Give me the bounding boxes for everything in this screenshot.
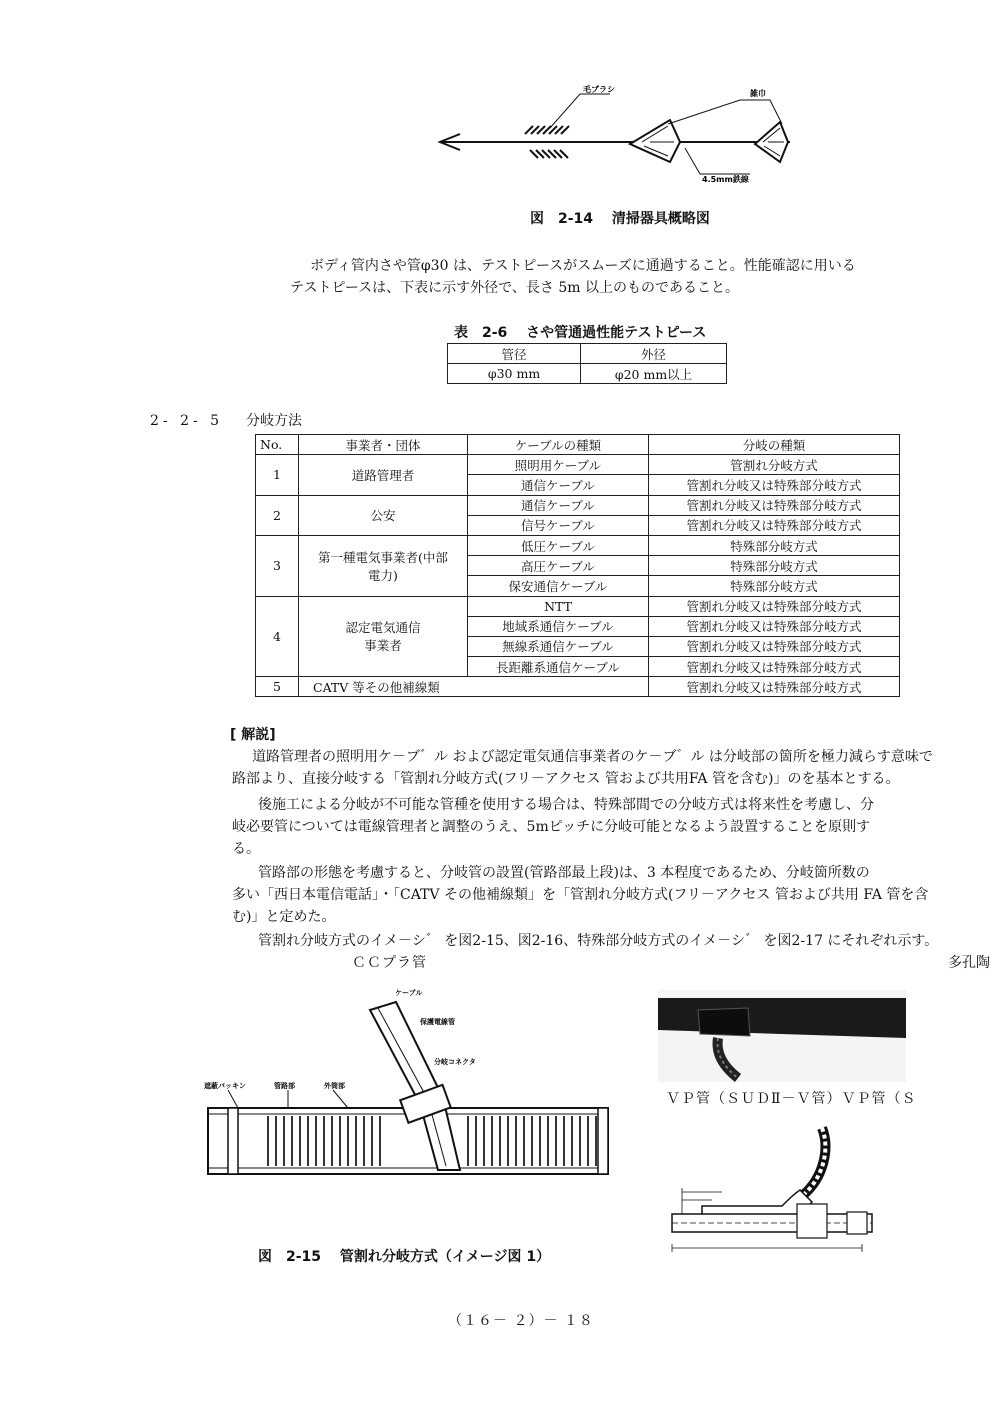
commentary-line: 岐必要管については電線管理者と調整のうえ、5mピッチに分岐可能となるよう設置することを原則す	[232, 819, 871, 835]
header-outer-diameter: 外径	[581, 344, 727, 364]
cable-type-cell: 通信ケーブル	[468, 475, 649, 495]
group-no: 3	[256, 535, 299, 596]
group-no: 2	[256, 495, 299, 535]
cell-outer-diameter: φ20 mm以上	[581, 364, 727, 384]
connector-label: 分岐コネクタ	[434, 1058, 476, 1066]
vp-branch-svg	[662, 1118, 878, 1268]
organization-line: 電力)	[368, 567, 398, 583]
commentary-line: る。	[232, 841, 260, 857]
cable-type-cell: 信号ケーブル	[468, 515, 649, 535]
organization-line: 第一種電気事業者(中部	[318, 549, 448, 565]
commentary-line: 路部より、直接分岐する「管割れ分岐方式(フリ－アクセス 管および共用FA 管を含む)」のを基本とする。	[232, 771, 900, 787]
organization-line: 事業者	[364, 638, 402, 654]
branch-type-cell: 管割れ分岐又は特殊部分岐方式	[649, 616, 900, 636]
section-title: 分岐方法	[246, 413, 302, 429]
figure-2-15-caption: 図 2-15 管割れ分岐方式（イメージ図 1）	[258, 1249, 551, 1265]
group-organization	[299, 596, 468, 677]
vp-pipe-label: ＶＰ管（ＳＵＤⅡ－Ｖ管）ＶＰ管（Ｓ	[666, 1091, 917, 1107]
commentary-line: む)」と定めた。	[232, 909, 336, 925]
group-organization: 道路管理者	[299, 455, 468, 495]
cable-type-cell: 照明用ケーブル	[468, 455, 649, 475]
insulating-pipe-label: 保護電線管	[420, 1018, 455, 1026]
commentary-heading: [ 解説]	[230, 727, 276, 743]
header-organization: 事業者・団体	[299, 435, 468, 455]
commentary-line: 後施工による分岐が不可能な管種を使用する場合は、特殊部間での分岐方式は将来性を考慮し、分	[258, 797, 874, 813]
table-2-6-caption: 表 2-6 さや管通過性能テストピース	[454, 325, 707, 341]
testpiece-paragraph-line1: ボディ管内さや管φ30 は、テストピースがスムーズに通過すること。性能確認に用いる	[310, 258, 856, 274]
table-2-6	[447, 343, 727, 384]
table-row	[256, 596, 900, 616]
packing-label: 遮蔽パッキン	[204, 1082, 246, 1090]
branch-type-cell: 管割れ分岐又は特殊部分岐方式	[649, 515, 900, 535]
branch-type-cell: 管割れ分岐方式	[649, 455, 900, 475]
vp-pipe-photo-drawing	[658, 990, 906, 1082]
group-organization: 公安	[299, 495, 468, 535]
commentary-line: 管路部の形態を考慮すると、分岐管の設置(管路部最上段)は、3 本程度であるため、分岐箇所数の	[258, 865, 870, 881]
outer-part-label: 外筒部	[324, 1082, 345, 1090]
cable-type-cell: 長距離系通信ケーブル	[468, 657, 649, 677]
table-row	[256, 535, 900, 555]
branch-type-cell: 管割れ分岐又は特殊部分岐方式	[649, 475, 900, 495]
wire-label: 4.5mm鉄線	[702, 175, 749, 184]
organization-line: 認定電気通信	[345, 620, 421, 636]
group-organization	[299, 535, 468, 596]
vp-pipe-photo	[658, 990, 906, 1082]
table-row	[256, 677, 900, 697]
cloth-label: 雑巾	[750, 89, 766, 98]
branch-type-cell: 管割れ分岐又は特殊部分岐方式	[649, 677, 900, 697]
cc-pipe-label: ＣＣプラ管	[352, 955, 427, 971]
branch-type-cell: 特殊部分岐方式	[649, 556, 900, 576]
cable-type-cell: NTT	[468, 596, 649, 616]
header-branch-type: 分岐の種類	[649, 435, 900, 455]
section-number: 2- 2- 5	[150, 413, 224, 429]
table-header-row	[256, 435, 900, 455]
cleaning-tool-drawing	[430, 82, 810, 192]
header-no: No.	[256, 435, 299, 455]
group-no: 5	[256, 677, 299, 697]
cable-type-cell: 無線系通信ケーブル	[468, 636, 649, 656]
cable-type-cell: 低圧ケーブル	[468, 535, 649, 555]
brush-label: 毛ブラシ	[583, 85, 615, 94]
branch-type-cell: 特殊部分岐方式	[649, 576, 900, 596]
header-pipe-diameter: 管径	[448, 344, 581, 364]
vp-branch-drawing	[662, 1118, 878, 1268]
branch-type-cell: 特殊部分岐方式	[649, 535, 900, 555]
cable-type-cell: 保安通信ケーブル	[468, 576, 649, 596]
header-cable-type: ケーブルの種類	[468, 435, 649, 455]
cable-type-cell: 通信ケーブル	[468, 495, 649, 515]
figure-2-15	[198, 980, 618, 1180]
branch-type-cell: 管割れ分岐又は特殊部分岐方式	[649, 495, 900, 515]
branch-method-table	[255, 434, 900, 697]
commentary-line: 管割れ分岐方式のイメ－シ゛ を図2-15、図2-16、特殊部分岐方式のイメ－シ゛ を図2-17 にそれぞれ示す。	[258, 933, 939, 949]
branch-type-cell: 管割れ分岐又は特殊部分岐方式	[649, 657, 900, 677]
branch-type-cell: 管割れ分岐又は特殊部分岐方式	[649, 636, 900, 656]
branch-type-cell: 管割れ分岐又は特殊部分岐方式	[649, 596, 900, 616]
figure-2-14-caption: 図 2-14 清掃器具概略図	[530, 211, 710, 227]
group-no: 4	[256, 596, 299, 677]
page-number: （１６－ ２）－ １８	[448, 1313, 594, 1329]
figure-2-14	[430, 82, 810, 192]
commentary-line: 多い「西日本電信電話」・「CATV その他補線類」を「管割れ分岐方式(フリ－アクセス 管および共用 FA 管を含	[232, 887, 929, 903]
cable-type-cell: 高圧ケーブル	[468, 556, 649, 576]
commentary-line: 道路管理者の照明用ケ－ブ゛ル および認定電気通信事業者のケ－ブ゛ル は分岐部の箇所を極力減らす意味で	[252, 749, 933, 765]
testpiece-paragraph-line2: テストピースは、下表に示す外径で、長さ 5m 以上のものであること。	[290, 280, 739, 296]
table-row	[256, 495, 900, 515]
pipe-body-label: 管路部	[274, 1082, 295, 1090]
table-row	[256, 455, 900, 475]
multi-hole-label: 多孔陶	[948, 955, 990, 971]
group-organization: CATV 等その他補線類	[299, 677, 649, 697]
cable-label: ケーブル	[395, 989, 423, 997]
cable-type-cell: 地域系通信ケーブル	[468, 616, 649, 636]
cell-pipe-diameter: φ30 mm	[448, 364, 581, 384]
group-no: 1	[256, 455, 299, 495]
pipe-branch-drawing	[198, 980, 618, 1180]
